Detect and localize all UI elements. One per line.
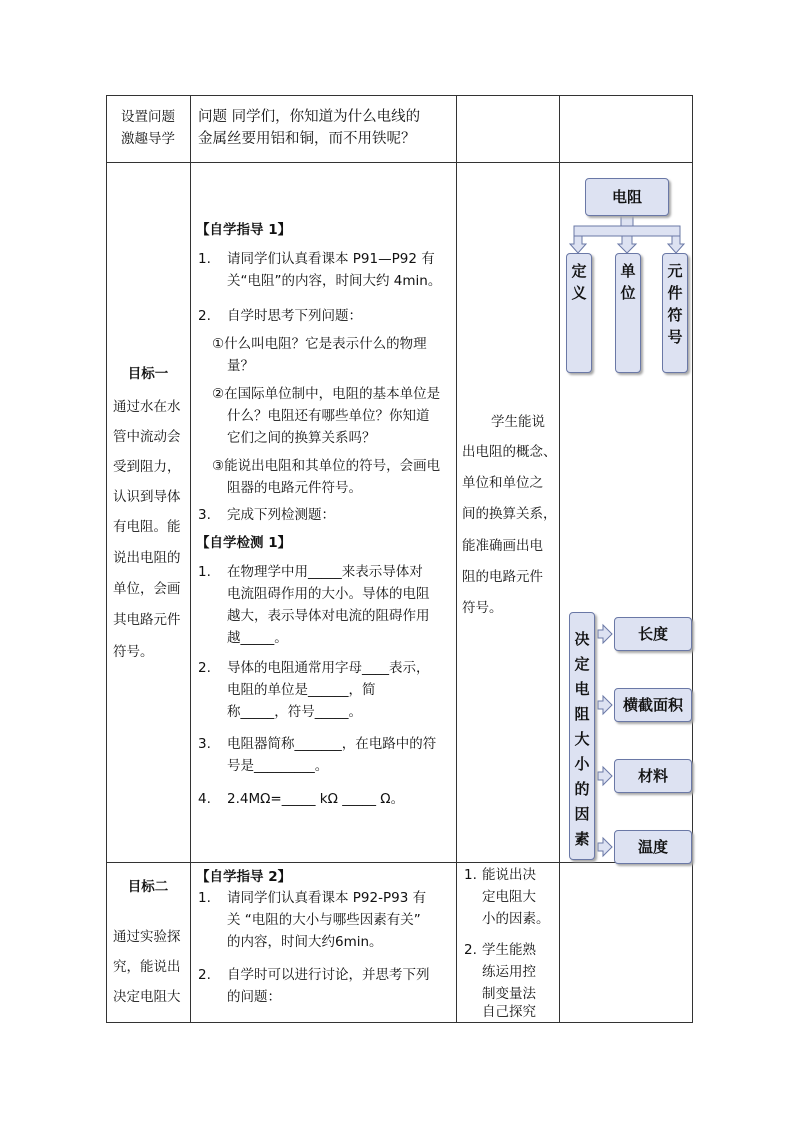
goal1-question1-line-2: 量？: [227, 358, 254, 374]
goal1-test1-line-4: 越_____。: [227, 630, 288, 646]
diagram1-symbol-char-1: 元: [667, 262, 683, 280]
diagram2-arrow-area: [598, 696, 612, 714]
goal1-outcome-line-2: 出电阻的概念、: [462, 444, 557, 460]
goal2-desc-line-3: 决定电阻大: [113, 989, 181, 1005]
diagram1-arrow-definition: [570, 236, 586, 253]
goal1-desc-line-7: 单位，会画: [113, 581, 181, 597]
diagram1-root-label: 电阻: [611, 188, 642, 206]
goal1-desc-line-2: 管中流动会: [113, 429, 181, 445]
diagram2-char-2: 定: [574, 655, 590, 673]
goal1-test1-line-3: 越大，表示导体对电流的阻碍作用: [227, 608, 430, 624]
goal1-desc-line-1: 通过水在水: [113, 399, 181, 415]
goal1-desc-line-5: 有电阻。能: [113, 519, 181, 535]
goal1-test2-line-2: 电阻的单位是______，简: [227, 682, 376, 698]
diagram2-arrow-material: [598, 767, 612, 785]
goal1-test2-line-3: 称_____，符号_____。: [227, 704, 362, 720]
diagram2-char-3: 电: [574, 680, 590, 698]
goal2-item1-line-3: 的内容，时间大约6min。: [227, 934, 383, 950]
goal1-question2-line-2: 什么？电阻还有哪些单位？你知道: [227, 408, 430, 424]
diagram1-bar: [574, 226, 680, 236]
diagram1-definition-box: [566, 253, 592, 373]
goal1-test1-number: 1.: [198, 564, 211, 580]
diagram1-symbol-char-2: 件: [667, 284, 683, 302]
goal1-test3-number: 3.: [198, 736, 211, 752]
goal1-outcome-line-7: 符号。: [462, 600, 503, 616]
goal1-outcome-line-5: 能准确画出电: [462, 538, 543, 554]
diagram1-symbol-char-3: 符: [667, 306, 683, 324]
diagram1-arrow-symbol: [668, 236, 684, 253]
goal1-question2-line-1: ②在国际单位制中，电阻的基本单位是: [212, 386, 441, 402]
diagram2-factor-material-label: 材料: [637, 767, 668, 785]
diagram2-char-9: 素: [574, 830, 590, 848]
diagram2-arrow-temperature: [598, 838, 612, 856]
goal1-test1-line-2: 电流阻碍作用的大小。导体的电阻: [227, 586, 430, 602]
goal2-item1-number: 1.: [198, 890, 211, 906]
diagram2-char-7: 的: [574, 780, 590, 798]
diagram1-unit-box: [615, 253, 641, 373]
diagram1-definition-char-1: 定: [571, 262, 587, 280]
goal1-test2-number: 2.: [198, 660, 211, 676]
goal2-outcome2-line-3: 制变量法: [482, 986, 536, 1002]
goal1-question2-line-3: 它们之间的换算关系吗？: [227, 430, 376, 446]
goal1-desc-line-8: 其电路元件: [113, 612, 181, 628]
goal1-title: 目标一: [127, 366, 169, 382]
intro-label-line-2: 激趣导学: [121, 131, 175, 147]
goal1-item3-line: 完成下列检测题：: [227, 507, 335, 523]
diagram2-factor-temperature-label: 温度: [637, 838, 668, 856]
goal1-item3-number: 3.: [198, 507, 211, 523]
goal1-question3-line-1: ③能说出电阻和其单位的符号，会画电: [212, 458, 441, 474]
goal1-item2-line: 自学时思考下列问题：: [227, 308, 362, 324]
goal1-test1-line-1: 在物理学中用_____来表示导体对: [227, 564, 423, 580]
goal1-self-study-heading: 【自学指导 1】: [196, 222, 292, 238]
goal1-outcome-line-4: 间的换算关系，: [462, 506, 557, 522]
intro-question-line-1: 问题 同学们，你知道为什么电线的: [198, 109, 421, 125]
diagram2-char-5: 大: [574, 730, 590, 748]
goal1-question3-line-2: 阻器的电路元件符号。: [227, 480, 362, 496]
goal2-outcome1-line-1: 能说出决: [482, 867, 536, 883]
goal2-outcome1-line-2: 定电阻大: [482, 889, 536, 905]
goal2-outcome1-line-3: 小的因素。: [482, 911, 550, 927]
goal2-item1-line-2: 关 “电阻的大小与哪些因素有关”: [227, 912, 421, 928]
diagram1-root-box: [585, 178, 669, 216]
goal1-desc-line-6: 说出电阻的: [113, 550, 181, 566]
goal1-item1-line-1: 请同学们认真看课本 P91—P92 有: [227, 251, 435, 267]
goal2-self-study-heading: 【自学指导 2】: [196, 869, 292, 885]
goal1-desc-line-4: 认识到导体: [113, 489, 181, 505]
diagram2-char-4: 阻: [574, 705, 590, 723]
diagram2-factor-length-label: 长度: [637, 625, 668, 643]
diagram2-char-8: 因: [574, 805, 590, 823]
intro-question-line-2: 金属丝要用铝和铜，而不用铁呢？: [198, 131, 416, 147]
intro-label-line-1: 设置问题: [121, 109, 175, 125]
goal1-test4-line: 2.4MΩ=_____ kΩ _____ Ω。: [227, 791, 405, 807]
diagram2-factor-material: [614, 759, 692, 793]
goal1-item2-number: 2.: [198, 308, 211, 324]
goal1-desc-line-9: 符号。: [113, 644, 154, 660]
goal2-desc-line-2: 究，能说出: [113, 959, 181, 975]
goal1-question1-line-1: ①什么叫电阻？它是表示什么的物理: [212, 336, 427, 352]
diagram1-unit-char-2: 位: [620, 284, 636, 302]
goal2-outcome2-line-2: 练运用控: [482, 964, 536, 980]
diagram2-char-6: 小: [574, 755, 590, 773]
goal2-outcome2-line-4: 自己探究: [482, 1004, 536, 1020]
diagram1-unit-char-1: 单: [620, 262, 636, 280]
goal2-outcome2-line-1: 学生能熟: [482, 942, 536, 958]
goal2-outcome1-number: 1.: [464, 867, 477, 883]
diagram2-factor-temperature: [614, 830, 692, 864]
diagram1-definition-char-2: 义: [571, 284, 587, 302]
goal1-outcome-line-6: 阻的电路元件: [462, 569, 543, 585]
goal1-desc-line-3: 受到阻力，: [113, 459, 181, 475]
goal1-item1-number: 1.: [198, 251, 211, 267]
diagram2-factor-area: [614, 688, 692, 722]
goal1-test-heading: 【自学检测 1】: [196, 535, 292, 551]
diagram2-char-1: 决: [574, 630, 590, 648]
diagram1-symbol-box: [662, 253, 688, 373]
diagram1-arrow-unit: [618, 236, 636, 253]
diagram2-factor-area-label: 横截面积: [622, 696, 683, 714]
goal2-item2-line-1: 自学时可以进行讨论，并思考下列: [227, 967, 430, 983]
goal2-desc-line-1: 通过实验探: [113, 929, 181, 945]
goal1-outcome-line-3: 单位和单位之: [462, 475, 543, 491]
goal2-title: 目标二: [127, 879, 169, 895]
goal1-test2-line-1: 导体的电阻通常用字母____表示，: [227, 660, 430, 676]
diagram2-factor-length: [614, 617, 692, 651]
goal2-item2-number: 2.: [198, 967, 211, 983]
goal1-test4-number: 4.: [198, 791, 211, 807]
goal2-outcome2-number: 2.: [464, 942, 477, 958]
goal2-item1-line-1: 请同学们认真看课本 P92-P93 有: [227, 890, 427, 906]
goal1-test3-line-1: 电阻器简称_______，在电路中的符: [227, 736, 437, 752]
diagram2-left-box: [569, 612, 595, 860]
goal2-item2-line-2: 的问题：: [227, 989, 281, 1005]
goal1-item1-line-2: 关“电阻”的内容，时间大约 4min。: [227, 273, 442, 289]
goal1-test3-line-2: 号是_________。: [227, 758, 329, 774]
diagram2-arrow-length: [598, 625, 612, 643]
goal1-outcome-line-1: 学生能说: [491, 414, 545, 430]
diagram1-symbol-char-4: 号: [667, 328, 683, 346]
